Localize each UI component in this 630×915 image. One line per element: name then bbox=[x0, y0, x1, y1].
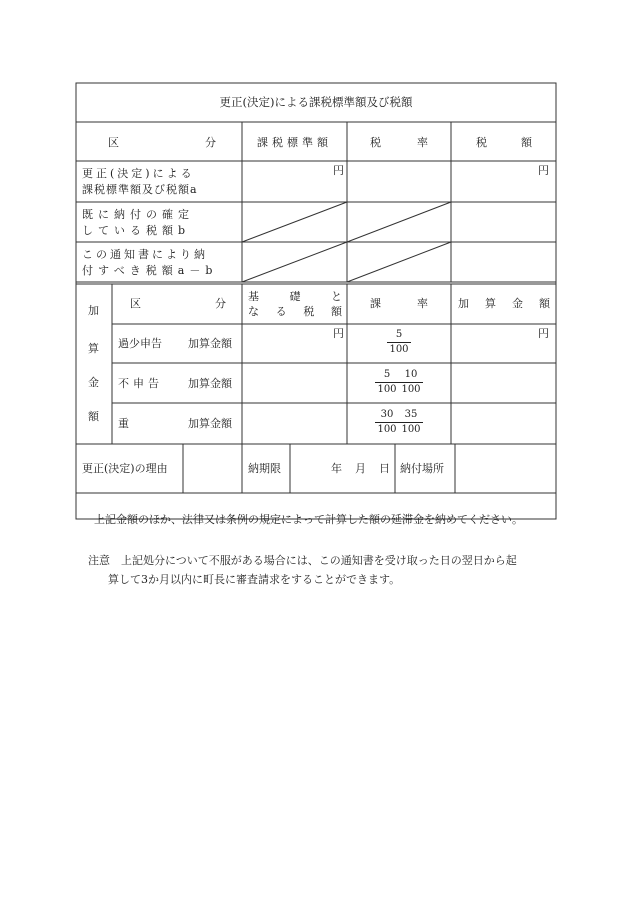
rate-denominator: 100 bbox=[377, 424, 397, 435]
rate-numerator: 30 bbox=[380, 409, 394, 420]
fraction-bar bbox=[399, 382, 423, 383]
yen-unit-penalty-amount: 円 bbox=[538, 327, 549, 340]
rate-fraction-heavy-1 bbox=[375, 409, 399, 436]
rate-denominator: 100 bbox=[401, 424, 421, 435]
header2-penalty-amount bbox=[458, 297, 550, 310]
rate-fraction-heavy-2 bbox=[399, 409, 423, 436]
header-tax-amount bbox=[476, 136, 532, 149]
rate-denominator: 100 bbox=[389, 344, 409, 355]
header2-kubun-char-1: 区 bbox=[130, 297, 141, 310]
kasan-side-3: 金 bbox=[88, 376, 99, 389]
rate-fraction-nonfiling-1 bbox=[375, 369, 399, 396]
header-tax-rate-char-2: 率 bbox=[417, 136, 428, 149]
header-tax-amount-char-2: 額 bbox=[521, 136, 532, 149]
rate-numerator: 35 bbox=[404, 409, 418, 420]
header2-base-char-3: と bbox=[331, 290, 342, 303]
yen-unit-penalty-base: 円 bbox=[333, 327, 344, 340]
kasan-side-2: 算 bbox=[88, 342, 99, 355]
fraction-bar bbox=[375, 382, 399, 383]
rate-numerator: 5 bbox=[395, 329, 403, 340]
header2-base-line1 bbox=[248, 290, 342, 303]
rate-numerator: 10 bbox=[404, 369, 418, 380]
rate-fraction-underreport bbox=[387, 329, 411, 356]
kasan-side-1: 加 bbox=[88, 304, 99, 317]
header2-rate-char-2: 率 bbox=[417, 297, 428, 310]
form-title: 更正(決定)による課税標準額及び税額 bbox=[219, 95, 413, 109]
rate-denominator: 100 bbox=[377, 384, 397, 395]
row-underreport-name: 過少申告 bbox=[118, 337, 162, 350]
header2-penalty-char-3: 金 bbox=[512, 297, 523, 310]
header-tax-rate bbox=[370, 136, 428, 149]
header2-base-char-1: 基 bbox=[248, 290, 259, 303]
due-month-unit: 月 bbox=[355, 462, 366, 475]
rate-fraction-nonfiling-2 bbox=[399, 369, 423, 396]
header-tax-amount-char-1: 税 bbox=[476, 136, 487, 149]
due-day-unit: 日 bbox=[379, 462, 390, 475]
row-payable-line1: この通知書により納 bbox=[82, 248, 208, 261]
row-assessed-line1: 更正(決定)による bbox=[82, 167, 195, 180]
header2-penalty-char-1: 加 bbox=[458, 297, 469, 310]
due-year-unit: 年 bbox=[331, 462, 342, 475]
appeal-notice-line2: 算して3か月以内に町長に審査請求をすることができます。 bbox=[108, 573, 401, 586]
row-underreport-label: 加算金額 bbox=[188, 337, 232, 350]
header2-base-char-7: 額 bbox=[330, 305, 342, 318]
yen-unit-base: 円 bbox=[333, 164, 344, 177]
rate-numerator: 5 bbox=[383, 369, 391, 380]
header2-base-char-2: 礎 bbox=[289, 290, 301, 303]
header2-penalty-char-4: 額 bbox=[539, 297, 550, 310]
kasan-side-4: 額 bbox=[88, 410, 99, 423]
row-nonfiling-label: 加算金額 bbox=[188, 377, 232, 390]
header2-rate-char-1: 課 bbox=[370, 297, 381, 310]
header-kubun bbox=[108, 136, 216, 149]
reason-label: 更正(決定)の理由 bbox=[82, 462, 168, 475]
fraction-bar bbox=[375, 422, 399, 423]
header-kubun-char-2: 分 bbox=[205, 136, 216, 149]
header2-rate bbox=[370, 297, 428, 310]
row-confirmed-line1: 既に納付の確定 bbox=[82, 208, 194, 221]
row-confirmed-line2: している税額b bbox=[82, 224, 191, 237]
header2-base-char-6: 税 bbox=[303, 305, 315, 318]
header-tax-rate-char-1: 税 bbox=[370, 136, 381, 149]
header2-base-char-5: る bbox=[275, 305, 287, 318]
fraction-bar bbox=[399, 422, 423, 423]
header-kubun-char-1: 区 bbox=[108, 136, 119, 149]
row-assessed-line2: 課税標準額及び税額a bbox=[82, 183, 198, 196]
header2-base-char-4: な bbox=[248, 305, 259, 318]
row-heavy-label: 加算金額 bbox=[188, 417, 232, 430]
header2-penalty-char-2: 算 bbox=[485, 297, 496, 310]
appeal-notice-line1: 注意 上記処分について不服がある場合には、この通知書を受け取った日の翌日から起 bbox=[88, 554, 517, 567]
rate-denominator: 100 bbox=[401, 384, 421, 395]
fraction-bar bbox=[387, 342, 411, 343]
header2-kubun-char-2: 分 bbox=[215, 297, 226, 310]
payment-place-label: 納付場所 bbox=[400, 462, 444, 475]
header2-kubun bbox=[130, 297, 226, 310]
due-date-label: 納期限 bbox=[248, 462, 281, 475]
row-nonfiling-name: 不申告 bbox=[118, 377, 163, 390]
row-payable-line2: 付すべき税額a－b bbox=[82, 264, 218, 277]
row-heavy-name: 重 bbox=[118, 417, 129, 430]
late-fee-notice: 上記金額のほか、法律又は条例の規定によって計算した額の延滞金を納めてください。 bbox=[94, 513, 523, 526]
header-taxable-base: 課税標準額 bbox=[257, 136, 332, 149]
header2-base-line2 bbox=[248, 305, 342, 318]
yen-unit-tax: 円 bbox=[538, 164, 549, 177]
